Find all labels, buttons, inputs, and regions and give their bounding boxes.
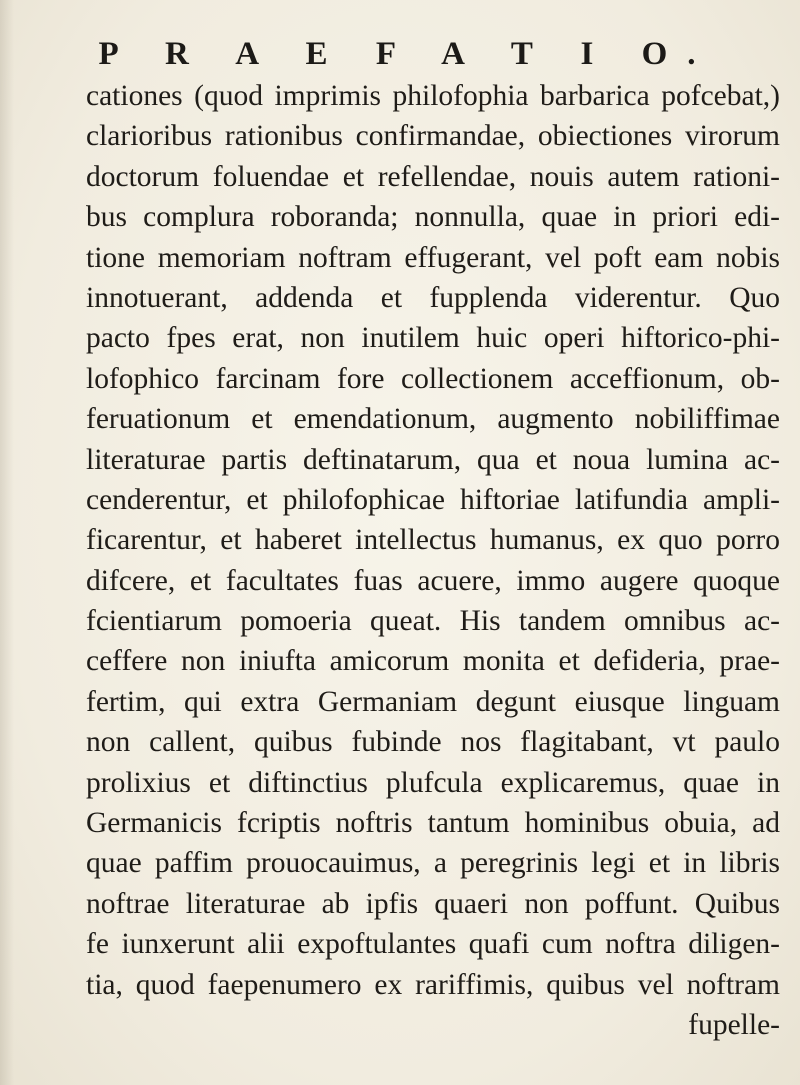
body-text <box>86 76 780 1045</box>
running-head: P R A E F A T I O. <box>98 36 716 72</box>
text-line: ficarentur, et haberet intellectus humanus, ex quo porro <box>86 524 780 557</box>
text-line: feruationum et emendationum, augmento nobiliffimae <box>86 403 780 436</box>
text-line: clarioribus rationibus confirmandae, obiectiones virorum <box>86 120 780 153</box>
text-line: pacto fpes erat, non inutilem huic operi hiftorico-phi- <box>86 322 780 355</box>
text-line: difcere, et facultates fuas acuere, immo augere quoque <box>86 564 780 597</box>
text-line: non callent, quibus fubinde nos flagitabant, vt paulo <box>86 726 780 759</box>
text-line: prolixius et diftinctius plufcula explicaremus, quae in <box>86 766 780 799</box>
text-line: fertim, qui extra Germaniam degunt eiusque linguam <box>86 685 780 718</box>
text-line: quae paffim prouocauimus, a peregrinis legi et in libris <box>86 847 780 880</box>
text-line: innotuerant, addenda et fupplenda viderentur. Quo <box>86 281 780 314</box>
text-line: literaturae partis deftinatarum, qua et noua lumina ac- <box>86 443 780 476</box>
text-line: noftrae literaturae ab ipfis quaeri non poffunt. Quibus <box>86 887 780 920</box>
text-line: cationes (quod imprimis philofophia barbarica pofcebat,) <box>86 80 780 112</box>
text-line: fcientiarum pomoeria queat. His tandem omnibus ac- <box>86 605 780 638</box>
text-line: lofophico farcinam fore collectionem acceffionum, ob- <box>86 362 780 395</box>
catchword: fupelle- <box>688 1008 780 1041</box>
text-line: bus complura roboranda; nonnulla, quae in priori edi- <box>86 201 780 234</box>
text-line: cenderentur, et philofophicae hiftoriae latifundia ampli- <box>86 483 780 516</box>
text-line: tione memoriam noftram effugerant, vel poft eam nobis <box>86 241 780 274</box>
page-gutter-shadow <box>0 0 14 1085</box>
text-line: fe iunxerunt alii expoftulantes quafi cum noftra diligen- <box>86 928 780 961</box>
text-line: tia, quod faepenumero ex rariffimis, quibus vel noftram <box>86 968 780 1001</box>
text-line: Germanicis fcriptis noftris tantum hominibus obuia, ad <box>86 807 780 840</box>
text-line: ceffere non iniufta amicorum monita et defideria, prae- <box>86 645 780 678</box>
text-line: doctorum foluendae et refellendae, nouis autem rationi- <box>86 160 780 193</box>
